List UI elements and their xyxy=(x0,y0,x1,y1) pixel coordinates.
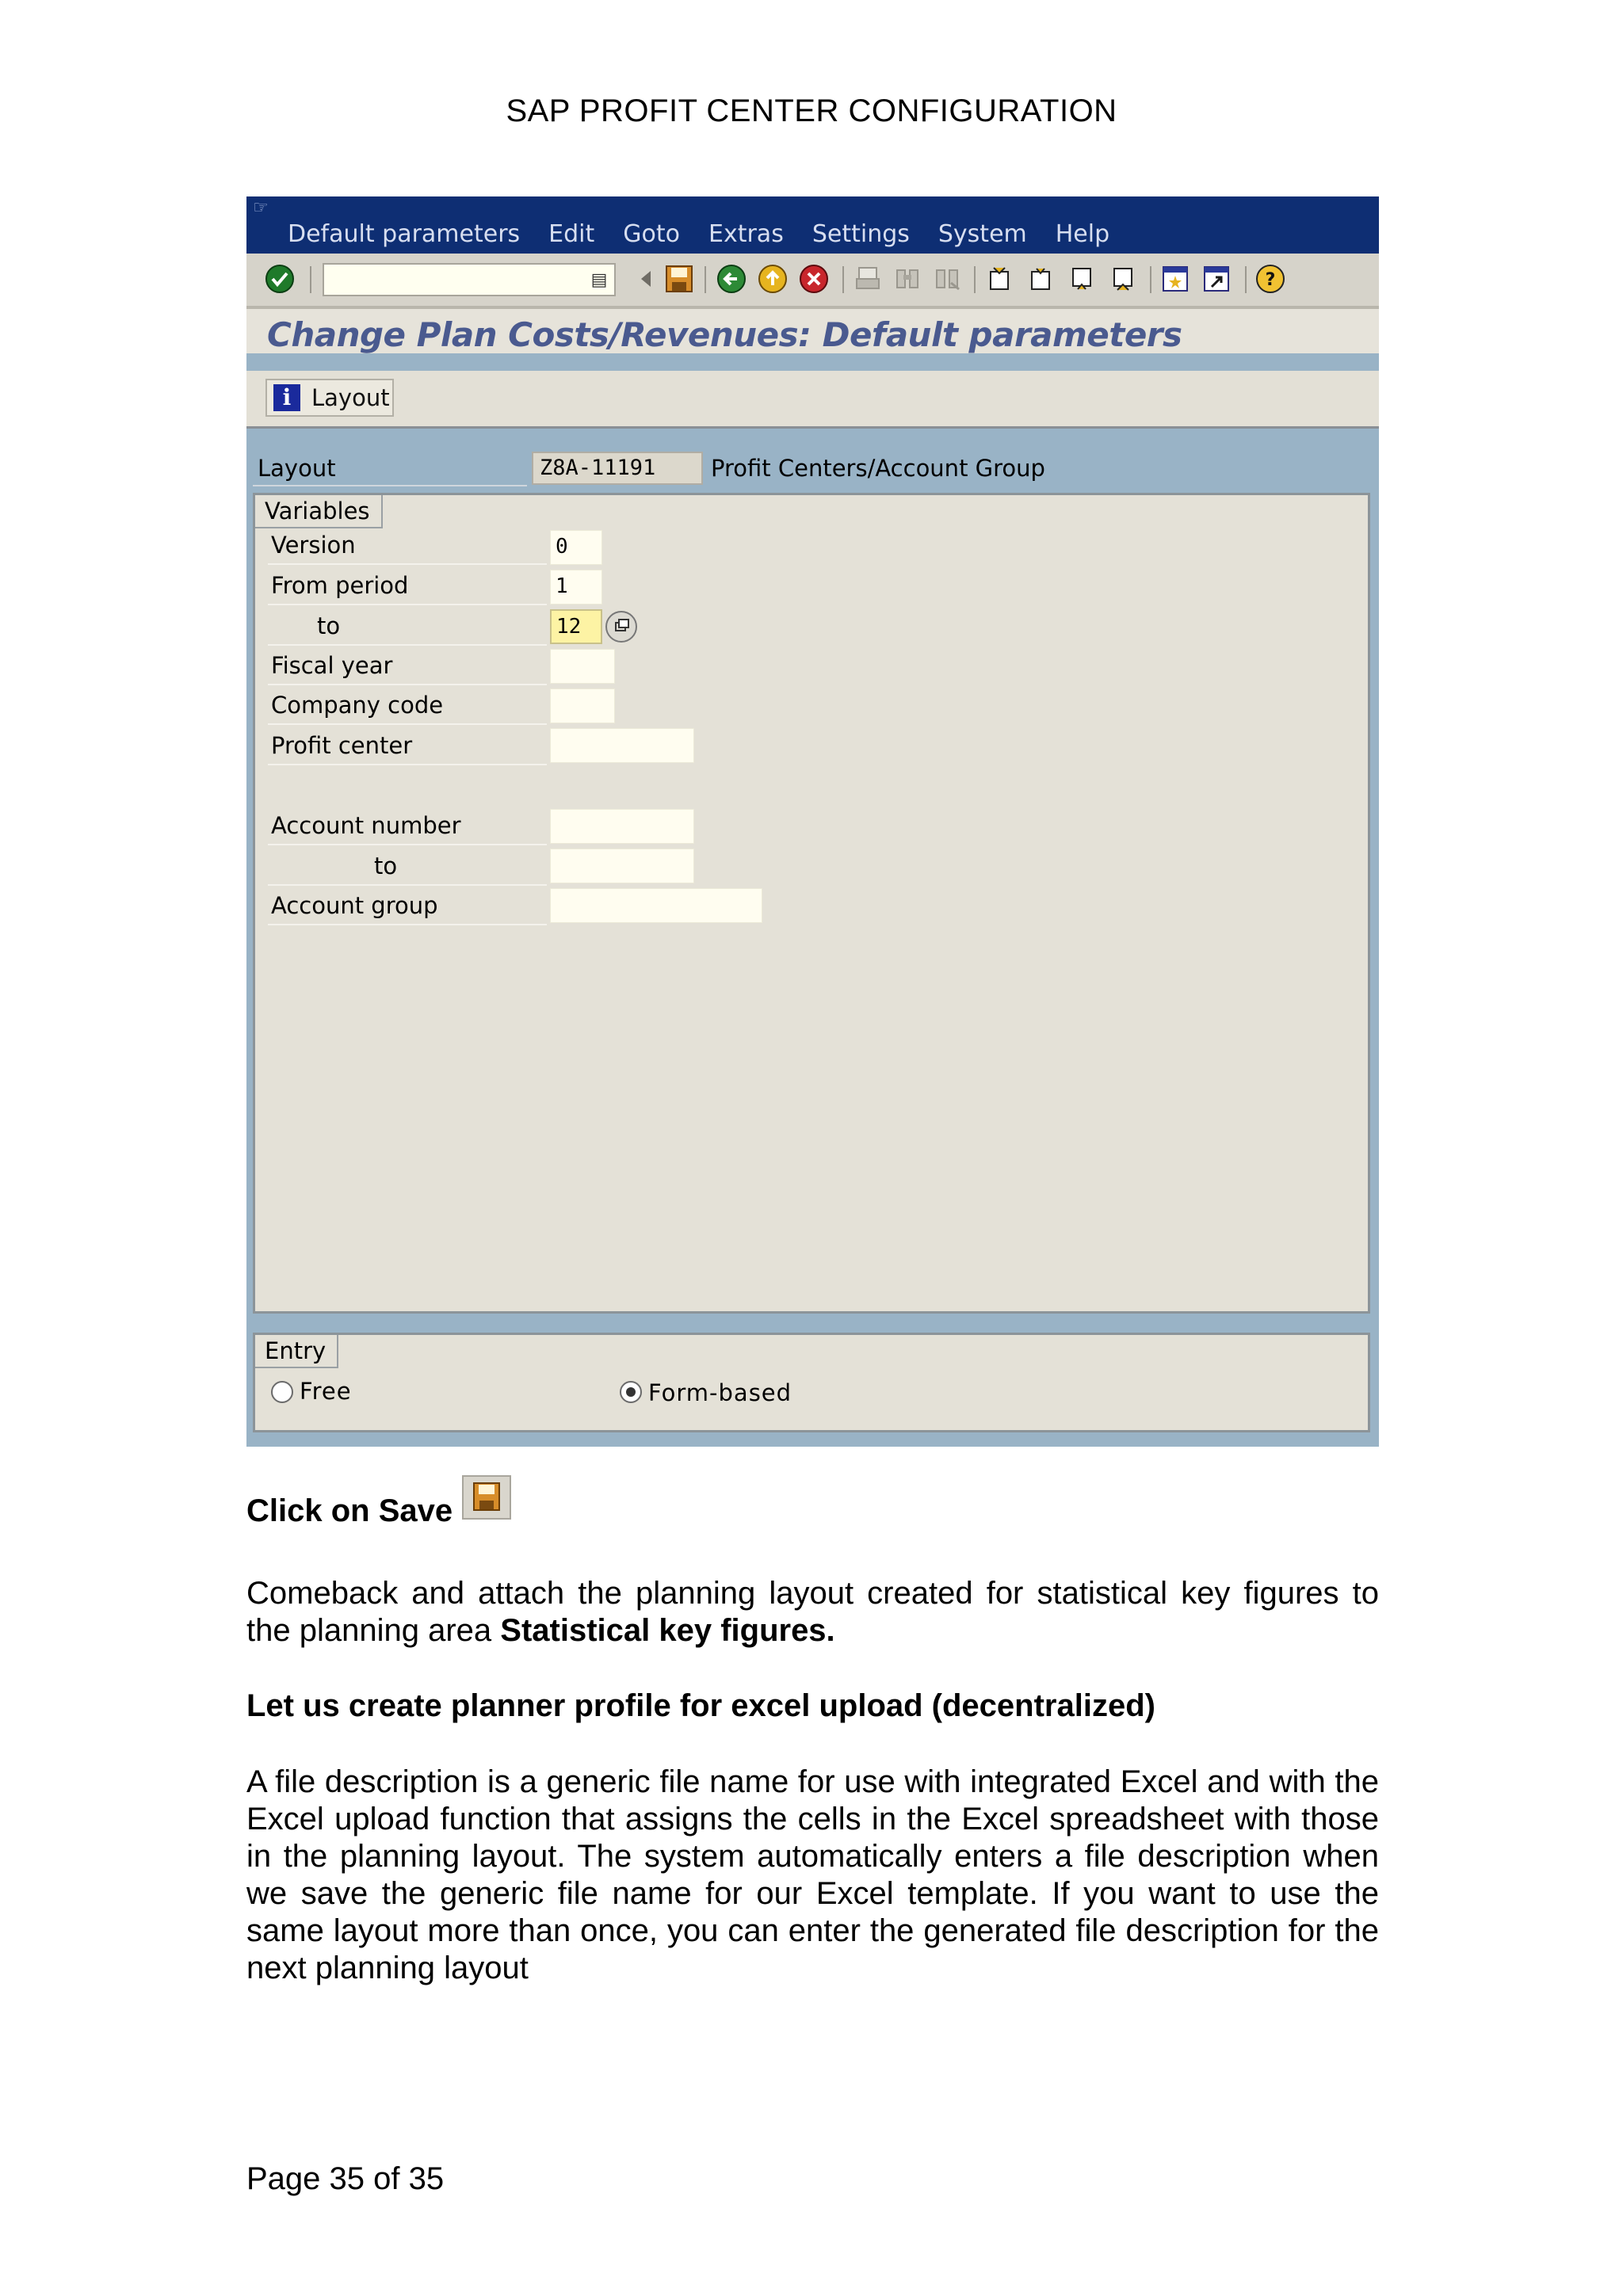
variables-group xyxy=(253,493,1370,1314)
command-field-toggle-icon[interactable] xyxy=(630,263,662,295)
next-page-icon[interactable] xyxy=(1066,263,1098,295)
company-code-field[interactable] xyxy=(550,688,615,723)
menu-extras[interactable]: Extras xyxy=(708,220,784,248)
version-label: Version xyxy=(271,532,356,559)
profit-center-label: Profit center xyxy=(271,732,413,759)
possible-entries-icon[interactable] xyxy=(605,611,637,643)
menu-help[interactable]: Help xyxy=(1055,220,1110,248)
standard-toolbar xyxy=(246,254,1379,309)
layout-value-field: Z8A-11191 xyxy=(532,452,703,485)
account-group-field[interactable] xyxy=(550,888,762,923)
page-footer: Page 35 of 35 xyxy=(246,2161,445,2196)
to-period-label: to xyxy=(317,612,341,639)
shortcut-icon[interactable] xyxy=(1201,263,1232,295)
application-toolbar xyxy=(246,371,1379,429)
account-number-label: Account number xyxy=(271,812,461,839)
screen-title: Change Plan Costs/Revenues: Default parameters xyxy=(267,315,1182,354)
find-icon xyxy=(892,263,923,295)
previous-page-icon[interactable] xyxy=(1025,263,1056,295)
info-icon: i xyxy=(273,384,300,411)
back-icon[interactable] xyxy=(716,263,747,295)
company-code-label: Company code xyxy=(271,692,444,719)
menu-default-parameters[interactable]: Default parameters xyxy=(288,220,521,248)
account-number-field[interactable] xyxy=(550,809,694,844)
step-label: Click on Save xyxy=(246,1493,453,1528)
entry-group xyxy=(253,1333,1370,1432)
system-menu-icon[interactable]: ☞ xyxy=(253,198,269,218)
title-bar xyxy=(246,309,1379,353)
section-heading: Let us create planner profile for excel upload (decentralized) xyxy=(246,1688,1155,1723)
menu-goto[interactable]: Goto xyxy=(623,220,680,248)
enter-check-icon[interactable] xyxy=(264,263,296,295)
create-session-icon[interactable] xyxy=(1159,263,1191,295)
save-icon[interactable] xyxy=(663,263,695,295)
entry-free-label: Free xyxy=(300,1378,352,1405)
layout-button[interactable]: i Layout xyxy=(265,379,394,417)
menu-bar xyxy=(246,196,1379,254)
document-header: SAP PROFIT CENTER CONFIGURATION xyxy=(506,93,1117,128)
fiscal-year-field[interactable] xyxy=(550,649,615,684)
first-page-icon[interactable] xyxy=(983,263,1015,295)
svg-text:?: ? xyxy=(1265,270,1276,290)
profit-center-field[interactable] xyxy=(550,728,694,763)
version-field[interactable]: 0 xyxy=(550,530,602,565)
command-field-history-icon[interactable]: ▤ xyxy=(590,269,608,289)
account-to-label: to xyxy=(374,852,398,879)
paragraph-file-description: A file description is a generic file name for use with integrated Excel and with the Excel upload function that assigns the cells in the Excel spreadsheet with those in the planning layout. The system automatically enters a file description when we save the generic file name for our Excel template. If you want to use the same layout more than once, you can enter the generated file description for the next planning layout xyxy=(246,1764,1379,1985)
command-field[interactable] xyxy=(323,263,616,296)
sap-window xyxy=(246,196,1379,1447)
account-to-field[interactable] xyxy=(550,849,694,883)
menu-edit[interactable]: Edit xyxy=(548,220,595,248)
save-icon xyxy=(462,1475,511,1520)
last-page-icon[interactable] xyxy=(1107,263,1139,295)
entry-free-radio[interactable] xyxy=(271,1381,293,1403)
account-group-label: Account group xyxy=(271,892,438,919)
layout-label: Layout xyxy=(258,455,336,482)
from-period-field[interactable]: 1 xyxy=(550,570,602,605)
to-period-field[interactable]: 12 xyxy=(550,609,602,644)
exit-icon[interactable] xyxy=(757,263,789,295)
entry-form-based-label: Form-based xyxy=(648,1379,792,1406)
from-period-label: From period xyxy=(271,572,409,599)
paragraph-attach-layout: Comeback and attach the planning layout created for statistical key figures to the planning area Statistical key figures. xyxy=(246,1576,1379,1648)
entry-form-based-radio[interactable] xyxy=(620,1381,642,1403)
step-instruction xyxy=(246,1483,1379,1530)
layout-description: Profit Centers/Account Group xyxy=(711,455,1045,482)
menu-settings[interactable]: Settings xyxy=(812,220,910,248)
fiscal-year-label: Fiscal year xyxy=(271,652,393,679)
menu-system[interactable]: System xyxy=(938,220,1027,248)
variables-group-title: Variables xyxy=(255,495,383,528)
cancel-icon[interactable] xyxy=(798,263,830,295)
help-icon[interactable] xyxy=(1254,263,1286,295)
print-icon xyxy=(852,263,884,295)
entry-group-title: Entry xyxy=(255,1335,338,1368)
find-next-icon xyxy=(931,263,963,295)
